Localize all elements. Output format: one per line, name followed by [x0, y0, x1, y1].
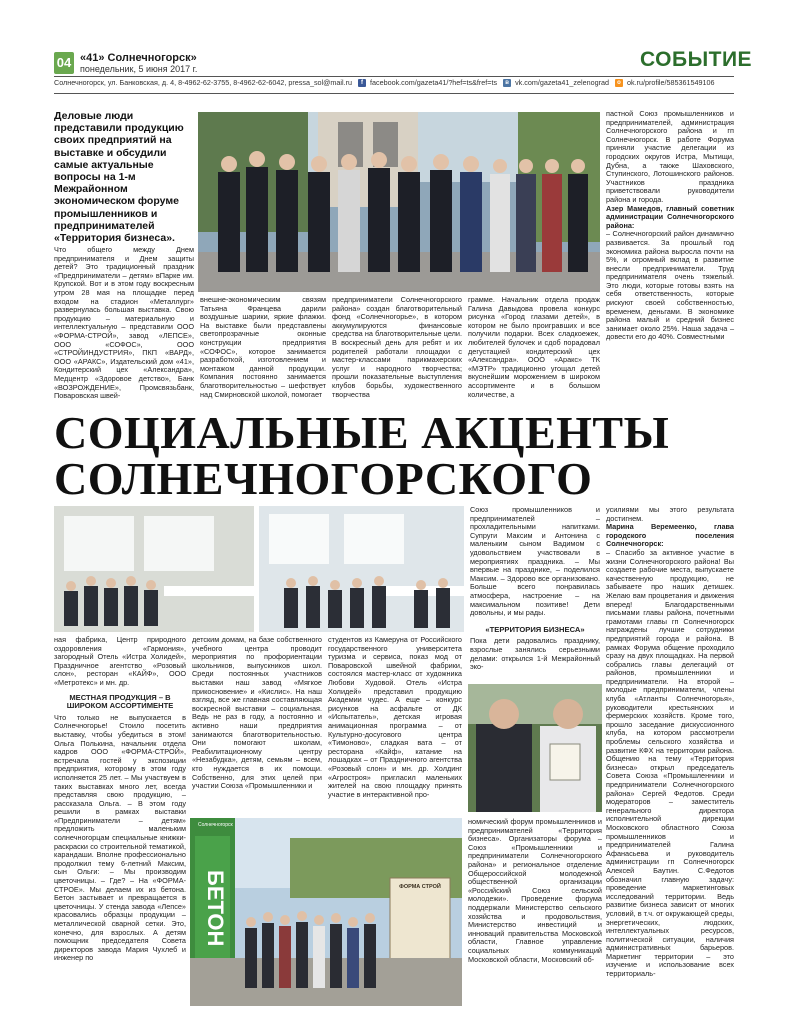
col5-bottom-speaker: Марина Веремеенко, глава городского поселения Солнечногорск: [606, 522, 734, 549]
col3-top: предприниматели Солнечногорского района» создан благотворительный фонд «Солнечногорье», в котором аккумулируются финансовые средства на благотворительные цели. В воскресный день для ребят и их родителей работали площадки с мастер-классами парикмахерских услуг и народного творчества; прошли показательные выступления клубов борьбы, художественного творчества [332, 295, 462, 399]
header-rule [54, 76, 734, 77]
col2-bottom: детским домам, на базе собственного учебного центра проводит мероприятия по профориентации школьников, выпускников школ. Среди постоянных участников выставки наш завод «Мягкое прикосновение» и «Кислис». На наш взгляд, все же главная составляющая воскресной выставки – социальная. Ведь не раз в году, а постоянно и активно наши предприятия занимаются благотворительностью. Они помогают школам, Реабилитационному центру «Незабудка», детям, семьям – всем, кто нуждается в их помощи. Собственно, для этих целей при участии Союза «Промышленники и [192, 635, 322, 791]
article-lead: Деловые люди представили продукцию своих предприятий на выставке и обсудили самые актуальные вопросы на 1-м Межрайонном экономическом форуме промышленников и предпринимателей «Территория бизнеса». [54, 110, 184, 245]
odnoklassniki-icon: о [615, 79, 623, 87]
paper-name: «41» Солнечногорск» [80, 52, 197, 64]
col2-top: внешне-экономическим связям Татьяна Францева дарили воздушные шарики, яркие флажки. На выставке были представлены светопрозрачные оконные конструкции предприятия «СОФОС», которое занимается разработкой, изготовлением и монтажом данной продукции. Компания постоянно занимается благотворительностью – шефствует над Смирновской школой, помогает [200, 295, 326, 399]
subhead-local-products: МЕСТНАЯ ПРОДУКЦИЯ – В ШИРОКОМ АССОРТИМЕНТЕ [66, 692, 174, 711]
col5-top: пастной Союз промышленников и предпринимателей, администрация Солнечногорского района и гп Солнечногорск. В работе Форума приняли участие делегации из городских округов Истра, Мытищи, Дубна, а также Шаховского, Ступинского, Лотошинского районов. Участников праздника приветствовали руководители района и города. Азер Мамедов, главный советник администрации Солнечногорского района: – Солнечногорский район динамично развивается. За прошлый год экономика района выросла почти на 5%, и огромный вклад в развитие внесли предприниматели. Труд предпринимателя очень тяжелый. Это люди, которые готовы взять на себя ответственность, которые рискуют своей собственностью, временем, деньгами. В экономике района малый и средний бизнес занимает около 25%. Наша задача – довести его до 40%. Совместными [606, 109, 734, 342]
banner-brand: Солнечногорск [198, 822, 233, 828]
subhead-territory: «ТЕРРИТОРИЯ БИЗНЕСА» [485, 624, 585, 634]
col5-top-speaker: Азер Мамедов, главный советник администрации Солнечногорского района: [606, 203, 734, 230]
contact-bar [54, 78, 734, 92]
section-title: СОБЫТИЕ [640, 48, 753, 71]
address: Солнечногорск, ул. Банковская, д. 4, 8-4962-62-3755, 8-4962-62-6042, pressa_sol@mail.ru [54, 78, 352, 87]
header-rule-bottom [54, 93, 734, 94]
facebook-link[interactable]: facebook.com/gazeta41/?hef=ts&fref=ts [370, 78, 498, 87]
facebook-icon: f [358, 79, 366, 87]
col1-top: Что общего между Днем предпринимателя и Днем защиты детей? Это традиционный праздник «Предприниматели – детям» вПарке им. Крупской. Вот и в этом году воскресным утром 28 мая на площадке перед входом на стадион «Металлург» развернулась большая выставка. Свою продукцию – материальную и интеллектуальную – представили ООО «ФОРМА-СТРОЙ», завод «ЛЕПСЕ», ООО «СОФОС», ООО «СТРОЙИНДУСТРИЯ», ПКП «ВАРД», ООО «АРАКС», Издательский дом «41», Кондитерский цех «Александра», Медцентр «Здоровое детство», Банк «ВОЗРОЖДЕНИЕ», Промсвязьбанк, Поваровская швей- [54, 245, 194, 401]
vk-icon: в [503, 79, 511, 87]
two-men-photo [468, 684, 602, 812]
headline-line-1: СОЦИАЛЬНЫЕ АКЦЕНТЫ [54, 407, 670, 458]
col1-bottom: ная фабрика, Центр природного оздоровления «Гармония», загородный Отель «Истра Холидей», Праздничное агентство «Розовый слон», ресторан «КАЙФ», ООО «Метротекс» и мн. др. МЕСТНАЯ ПРОДУКЦИЯ – В ШИРОКОМ АССОРТИМЕНТЕ Что только не выпускается в Солнечногорье! Стоило посетить выставку, чтобы убедиться в этом! Ольга Полькина, начальник отдела кадров ООО «ФОРМА-СТРОЙ», встречала гостей у экспозиции предприятия, которому в этом году исполняется 25 лет. – Мы участвуем в таких выставках много лет, всегда представляя свою продукцию, – рассказала Ольга. – В этом году решили в рамках выставки «Предприниматели – детям» предложить маленьким солнечногорцам специальные книжки-раскраски со строительной тематикой, карандаши. Вполне профессионально продолжил тему 6-летний Максим, сын Ольги: – Мы производим цветочницы. – Где? – На «ФОРМА-СТРОЕ». Мы делаем их из бетона. Бетон застывает и превращается в цветочницы. У стенда завода «Лепсе» красовались образцы продукции – металлической сварной сетки. Это, конечно, для взрослых. А детям помощник председателя Совета директоров завода Мария Чухлеб и инженер по [54, 635, 186, 963]
beton-stand-photo [190, 818, 462, 1006]
page-number: 04 [54, 52, 74, 74]
col3-bottom: студентов из Камеруна от Российского государственного университета туризма и сервиса, показ мод от Поваровской швейной фабрики, состоялся мастер-класс от художника Любови Худовой. Отель «Истра Холидей» представил продукцию Академии чудес. А еще – конкурс рисунков на асфальте от ДК «Испытатель», детская игровая анимационная программа – от Культурно-досугового центра «Тимоново», сладкая вата – от ресторана «Кайф», катание на лошадках – от Праздничного агентства «Розовый слон» и мн. др. Холдинг «Агростроя» пригласил маленьких жителей на свою площадку принять участие в интерактивной про- [328, 635, 462, 799]
forum-hall-photo [54, 506, 464, 632]
headline-line-2: СОЛНЕЧНОГОРСКОГО [54, 453, 593, 504]
col5-bottom: усилиями мы этого результата достигнем. Марина Веремеенко, глава городского поселения Солнечногорск: – Спасибо за активное участие в жизни Солнечногорского района! Вы создаете рабочие места, выпускаете качественную продукцию, не забываете про наших детишек. Желаю вам процветания и движения вперед! Благодарственными письмами главы района, почетными грамотами главы гп Солнечногорск награждены лучшие сотрудники предприятий города и района. В рамках Форума общение проходило сразу на двух площадках. На первой собрались главы делегаций от районов, промышленники и предприниматели. На второй – молодые предприниматели, члены клуба «Атланты Солнечногорья», руководители крестьянских и фермерских хозяйств. Кроме того, прошло заседание дискуссионного клуба, на котором рассмотрели проблемы сельского хозяйства и развитие КФХ на территории района. Общению на тему «Территория бизнеса» открыл председатель Совета Союза «Промышленники и предприниматели Солнечногорского района» Сергей Федотов. Среди модераторов – заместитель генерального директора исполнительной дирекции Московского областного Союза промышленников и предпринимателей Галина Афанасьева и руководитель администрации гп Солнечногорск Алексей Баутин. С.Федотов обозначил главную задачу: проведение маркетинговых исследований территории. Ведь развитие бизнеса зависит от многих условий, в т.ч. от окружающей среды, энергетических, людских, интеллектуальных ресурсов, политической ситуации, наличия административных барьеров. Маркетинг территории – это изучение и использование всех территориаль- [606, 505, 734, 979]
banner-beton-text: БЕТОН [203, 869, 228, 947]
vk-link[interactable]: vk.com/gazeta41_zelenograd [515, 78, 609, 87]
col4-top: грамме. Начальник отдела продаж Галина Давыдова провела конкурс рисунка «Город глазами детей», в котором не было проигравших и все получили подарки. Всех сладкоежек, любителей булочек и сдоб порадовал дегустацией кондитерский цех «Александра». ООО «Аракс» ТК «МЭТР» традиционно угощал детей вкуснейшим морожением в широком ассортименте и в большом количестве, а [468, 295, 600, 399]
group-photo-top [198, 112, 600, 292]
col4-bottom-c: номический форум промышленников и предпринимателей «Территория бизнеса». Организаторы форума – Союз «Промышленники и предприниматели Солнечногорского района» и региональное отделение Общероссийской молодежной общественной организации «Российский Союз сельской молодежи». Проведение форума поддержали Министерство сельского хозяйства и продовольствия, Министерство инвестиций и инноваций правительства Московской области, Главное управление социальных коммуникаций Московской области, Московский об- [468, 817, 602, 964]
issue-date: понедельник, 5 июня 2017 г. [80, 64, 198, 74]
stand-label: ФОРМА СТРОЙ [399, 884, 441, 890]
col4-bottom-a: Союз промышленников и предпринимателей – прохладительными напитками. Супруги Максим и Антонина с маленьким сыном Вадимом с удовольствием участвовали в мероприятиях праздника. – Мы впервые на празднике, – поделился Максим. – Здорово все организовано. Больше всего понравилась атмосфера, настроение – на максимальном позитиве! Дети довольны, и мы рады. «ТЕРРИТОРИЯ БИЗНЕСА» Пока дети радовались празднику, взрослые занялись серьезными делами: открылся 1-й Межрайонный эко- [470, 505, 600, 672]
ok-link[interactable]: ok.ru/profile/585361549106 [626, 78, 715, 87]
